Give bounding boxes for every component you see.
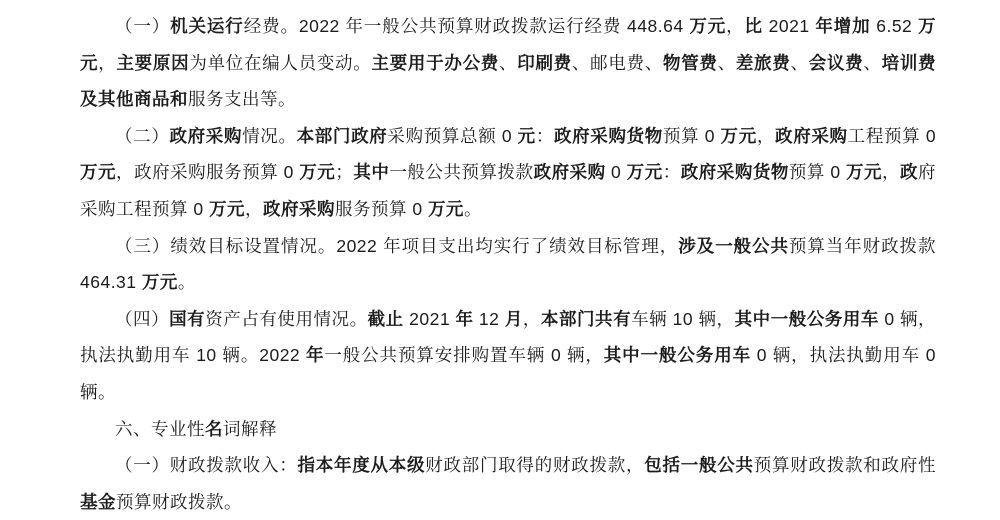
text-run: 预算 0: [788, 162, 846, 183]
text-run: 12: [473, 308, 505, 329]
text-run: （一）财政拨款收入：: [115, 455, 298, 476]
text-run: ，: [522, 308, 541, 329]
text-run: 服务支出等。: [188, 89, 296, 110]
text-run: 0 辆，执法执勤用车 10 辆。2022: [80, 308, 937, 366]
text-run: 府采购工程预算 0: [80, 162, 937, 219]
section-heading: [80, 411, 936, 448]
paragraph: [80, 228, 936, 301]
text-run: 车辆 10 辆，: [631, 308, 735, 329]
text-run: 情况。: [242, 125, 297, 146]
text-run: 比: [744, 16, 763, 36]
text-run: 年: [305, 345, 325, 366]
text-run: ：: [662, 162, 681, 183]
text-run: 预算财政拨款。: [116, 491, 242, 512]
text-run: 元: [517, 125, 536, 146]
text-run: 为单位在编人员变动。: [189, 52, 372, 73]
text-run: 国有: [169, 308, 206, 329]
text-run: 涉及一般公共: [678, 235, 789, 256]
text-run: 0: [605, 162, 627, 183]
text-run: （二）: [115, 125, 170, 146]
text-run: 6.52: [870, 16, 919, 36]
text-run: 截止: [367, 308, 404, 329]
text-run: ，: [244, 198, 263, 219]
text-run: 政府采购: [262, 198, 335, 219]
text-run: 预算 0: [662, 125, 721, 146]
text-run: ，: [726, 16, 745, 36]
text-run: 本部门共有: [540, 308, 632, 329]
text-run: 万元: [80, 16, 937, 73]
text-run: 2021: [762, 16, 816, 36]
text-run: 采购预算总额 0: [387, 125, 518, 146]
text-run: 差旅费: [735, 52, 791, 73]
text-run: 万元: [80, 162, 117, 183]
paragraph: [80, 301, 936, 411]
text-run: 年: [455, 308, 474, 329]
text-run: 财政部门取得的财政拨款，: [425, 455, 645, 476]
text-run: 万元: [299, 162, 336, 183]
text-run: 政府采购货物: [680, 162, 789, 183]
text-run: 万元: [141, 272, 178, 293]
text-run: 0 辆，执法执勤用车 0 辆。: [80, 345, 936, 402]
text-run: 万元: [427, 198, 464, 219]
text-run: 预算财政拨款和政府性: [753, 455, 936, 476]
text-run: 会议费: [808, 52, 864, 73]
text-run: ，: [98, 52, 117, 73]
paragraph: [80, 447, 936, 520]
text-run: 月: [504, 308, 523, 329]
text-run: ，政府采购服务预算 0: [116, 162, 300, 183]
text-run: 、: [790, 52, 809, 73]
text-run: 本部门政府: [296, 125, 388, 146]
text-run: 名: [205, 418, 223, 439]
text-run: 、: [499, 52, 518, 73]
text-run: 印刷费: [517, 52, 572, 73]
text-run: 经费。2022 年一般公共预算财政拨款运行经费 448.64: [243, 16, 690, 36]
text-run: 年增加: [815, 16, 871, 36]
text-run: 其中一般公务用车: [734, 308, 879, 329]
text-run: 主要用于办公费: [371, 52, 500, 73]
text-run: 政府采购: [533, 162, 606, 183]
text-run: 包括一般公共: [644, 455, 754, 476]
text-run: 2021: [403, 308, 456, 329]
text-run: （一）: [115, 16, 171, 36]
text-run: 、: [863, 52, 882, 73]
text-run: 机关运行: [170, 16, 244, 36]
text-run: 培训费及其他商品和: [80, 52, 937, 110]
text-run: 万元: [845, 162, 882, 183]
document-body: [80, 8, 936, 520]
text-run: （三）绩效目标设置情况。2022 年项目支出均实行了绩效目标管理，: [115, 235, 679, 256]
text-run: ：: [535, 125, 554, 146]
text-run: 预算当年财政拨款 464.31: [80, 235, 937, 293]
text-run: 政: [900, 162, 919, 183]
text-run: 、邮电费、: [571, 52, 663, 73]
text-run: 一般公共预算安排购置车辆 0 辆，: [324, 345, 604, 366]
text-run: 其中一般公务用车: [603, 345, 751, 366]
text-run: ；: [335, 162, 354, 183]
text-run: 指本年度从本级: [297, 455, 426, 476]
text-run: 基金: [80, 491, 116, 512]
text-run: 词解释: [223, 418, 277, 439]
text-run: 。: [463, 198, 482, 219]
text-run: 工程预算 0: [847, 125, 937, 146]
text-run: ，: [756, 125, 776, 146]
text-run: 万元: [208, 198, 245, 219]
text-run: 资产占有使用情况。: [205, 308, 368, 329]
text-run: 政府采购货物: [553, 125, 663, 146]
text-run: ，: [881, 162, 901, 183]
text-run: 服务预算 0: [334, 198, 428, 219]
text-run: 万元: [720, 125, 757, 146]
text-run: 、: [717, 52, 736, 73]
text-run: 万元: [626, 162, 663, 183]
text-run: 六、专业性: [115, 418, 205, 439]
text-run: 政府采购: [775, 125, 848, 146]
text-run: 物管费: [663, 52, 718, 73]
text-run: 一般公共预算拨款: [389, 162, 534, 183]
text-run: （四）: [115, 308, 170, 329]
text-run: 政府采购: [169, 125, 243, 146]
paragraph: [80, 118, 936, 228]
text-run: 其中: [353, 162, 390, 183]
paragraph: [80, 8, 936, 118]
text-run: 万元: [689, 16, 727, 36]
text-run: 主要原因: [116, 52, 190, 73]
text-run: 。: [177, 272, 196, 293]
